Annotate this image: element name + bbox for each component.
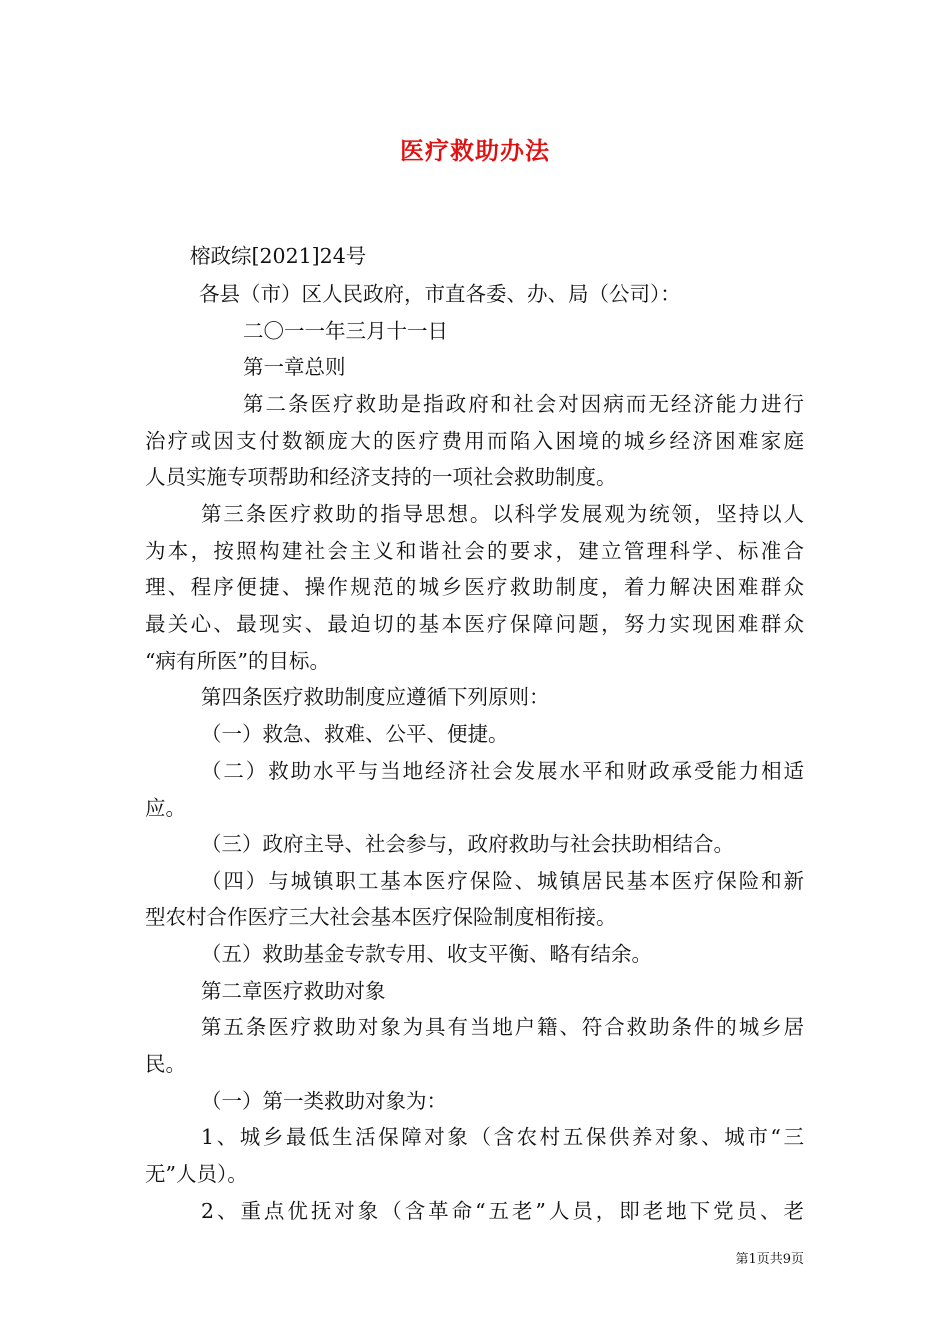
list-item: （一）救急、救难、公平、便捷。 (201, 722, 509, 746)
page-footer: 第1页共9页 (735, 1252, 804, 1267)
paragraph-line: 第二条医疗救助是指政府和社会对因病而无经济能力进行 (243, 392, 804, 416)
paragraph-line: “病有所医”的目标。 (145, 649, 330, 673)
chapter-heading: 第一章总则 (243, 355, 346, 379)
paragraph-line: 第三条医疗救助的指导思想。以科学发展观为统领，坚持以人 (201, 502, 804, 526)
list-item-continuation: 无”人员）。 (145, 1162, 248, 1186)
list-item-continuation: 型农村合作医疗三大社会基本医疗保险制度相衔接。 (145, 905, 617, 929)
addressee: 各县（市）区人民政府，市直各委、办、局（公司）： (199, 282, 681, 306)
doc-number: 榕政综[2021]24号 (190, 244, 367, 268)
paragraph-line: 理、程序便捷、操作规范的城乡医疗救助制度，着力解决困难群众 (145, 575, 804, 599)
paragraph-line: 民。 (145, 1052, 186, 1076)
list-item: 1、城乡最低生活保障对象（含农村五保供养对象、城市“三 (201, 1125, 804, 1149)
list-item: 2、重点优抚对象（含革命“五老”人员，即老地下党员、老 (201, 1199, 804, 1223)
list-item: （三）政府主导、社会参与，政府救助与社会扶助相结合。 (201, 832, 734, 856)
document-title: 医疗救助办法 (400, 136, 550, 165)
paragraph-line: 最关心、最现实、最迫切的基本医疗保障问题，努力实现困难群众 (145, 612, 804, 636)
doc-date: 二〇一一年三月十一日 (243, 319, 448, 343)
list-item: （四）与城镇职工基本医疗保险、城镇居民基本医疗保险和新 (201, 869, 804, 893)
list-item: （一）第一类救助对象为： (201, 1089, 447, 1113)
list-item: （五）救助基金专款专用、收支平衡、略有结余。 (201, 942, 652, 966)
paragraph-line: 第五条医疗救助对象为具有当地户籍、符合救助条件的城乡居 (201, 1015, 804, 1039)
paragraph-line: 为本，按照构建社会主义和谐社会的要求，建立管理科学、标准合 (145, 539, 804, 563)
list-item-continuation: 应。 (145, 796, 186, 820)
list-item: （二）救助水平与当地经济社会发展水平和财政承受能力相适 (201, 759, 804, 783)
paragraph-line: 人员实施专项帮助和经济支持的一项社会救助制度。 (145, 465, 617, 489)
chapter-heading: 第二章医疗救助对象 (201, 979, 386, 1003)
paragraph-line: 治疗或因支付数额庞大的医疗费用而陷入困境的城乡经济困难家庭 (145, 429, 804, 453)
paragraph-line: 第四条医疗救助制度应遵循下列原则： (201, 685, 550, 709)
